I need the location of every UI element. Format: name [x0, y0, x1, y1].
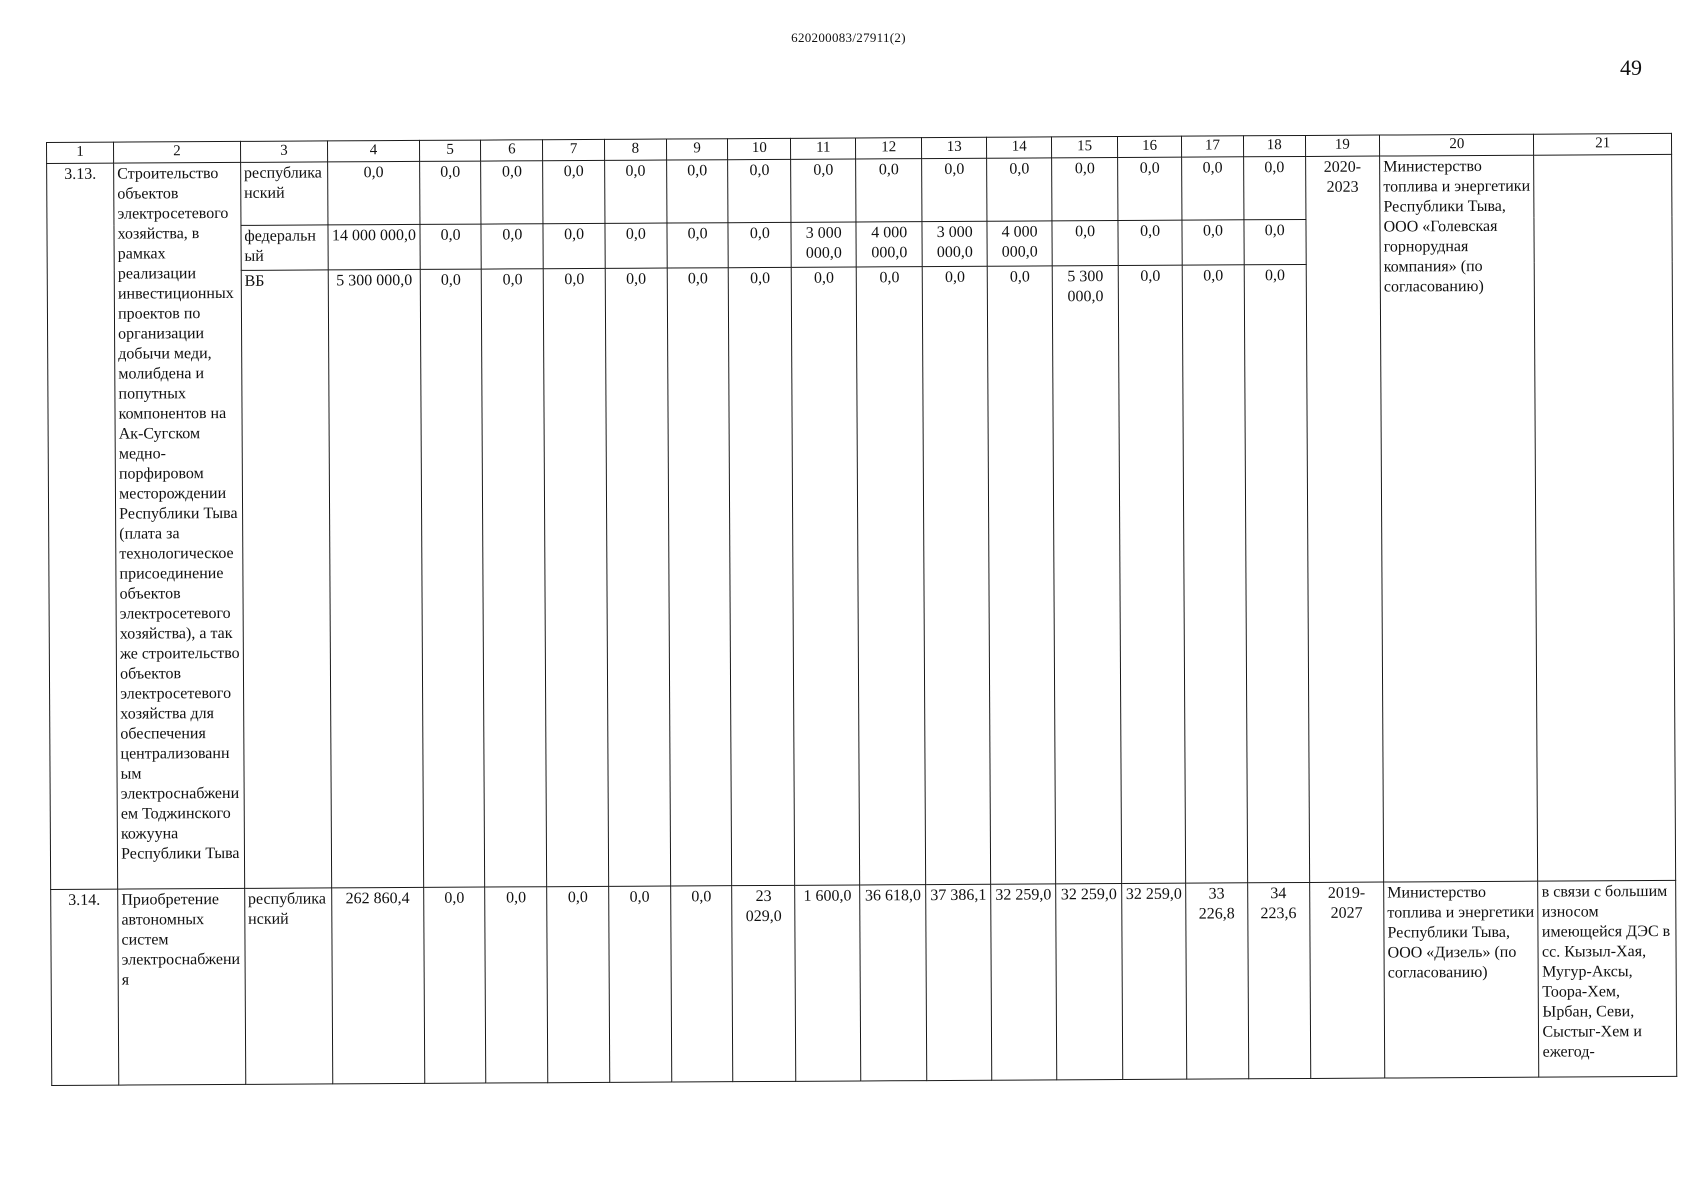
value-cell: 0,0 — [728, 222, 791, 267]
value-cell: 32 259,0 — [991, 884, 1057, 1081]
value-cell: 0,0 — [609, 886, 672, 1083]
value-cell: 0,0 — [481, 223, 543, 268]
table-row — [51, 880, 1677, 1085]
col-num: 12 — [856, 138, 922, 159]
value-cell: 0,0 — [791, 267, 859, 886]
col-num: 15 — [1052, 137, 1118, 158]
row-number: 3.14. — [51, 889, 119, 1086]
document-id: 620200083/27911(2) — [791, 30, 906, 45]
value-cell: 0,0 — [420, 224, 482, 269]
executor-cell: Министерство топлива и энергетики Республики Тыва, ООО «Голевская горнорудная компания» (по согласованию) — [1380, 155, 1538, 882]
value-cell: 0,0 — [485, 886, 548, 1083]
col-num: 8 — [604, 139, 666, 160]
funding-source: республиканский — [240, 162, 328, 225]
value-cell: 0,0 — [481, 160, 543, 223]
value-cell: 0,0 — [547, 886, 610, 1083]
value-cell: 0,0 — [420, 269, 485, 888]
value-cell: 262 860,4 — [332, 887, 425, 1084]
col-num: 11 — [791, 138, 856, 159]
value-cell: 14 000 000,0 — [328, 224, 420, 270]
value-cell: 0,0 — [987, 158, 1052, 221]
value-cell: 0,0 — [605, 160, 667, 223]
value-cell: 0,0 — [666, 159, 728, 222]
value-cell: 0,0 — [1118, 220, 1182, 265]
value-cell: 4 000 000,0 — [856, 221, 922, 266]
value-cell: 0,0 — [667, 267, 732, 886]
value-cell: 3 000 000,0 — [791, 221, 856, 266]
value-cell: 0,0 — [543, 160, 605, 223]
col-num: 21 — [1534, 133, 1672, 154]
value-cell: 36 618,0 — [860, 884, 927, 1081]
measure-name: Приобретение автономных систем электроснабжения — [118, 888, 246, 1085]
value-cell: 0,0 — [856, 158, 922, 221]
value-cell: 0,0 — [1052, 220, 1118, 265]
col-num: 3 — [240, 141, 327, 162]
funding-source: республиканский — [244, 888, 332, 1085]
value-cell: 0,0 — [1052, 157, 1118, 220]
value-cell: 23 029,0 — [732, 885, 796, 1082]
note-cell — [1534, 154, 1676, 881]
col-num: 19 — [1305, 135, 1380, 156]
value-cell: 0,0 — [791, 159, 856, 222]
col-num: 9 — [666, 139, 728, 160]
col-num: 14 — [987, 137, 1052, 158]
measure-name: Строительство объектов электросетевого хозяйства, в рамках реализации инвестиционных проектов по организации добычи меди, молибдена и попутных компонентов на Ак-Сугском медно-порфировом месторождении Республики Тыва (плата за технологическое присоединение объектов электросетевого хозяйства), а так же строительство объектов электросетевого хозяйства для обеспечения централизованным электроснабжением Тоджинского кожууна Республики Тыва — [114, 162, 245, 889]
funding-source: ВБ — [241, 269, 332, 888]
value-cell: 0,0 — [543, 268, 608, 887]
col-num: 1 — [47, 142, 114, 163]
period-cell: 2020-2023 — [1305, 156, 1384, 882]
value-cell: 0,0 — [328, 161, 420, 224]
value-cell: 1 600,0 — [795, 885, 861, 1082]
value-cell: 0,0 — [1118, 265, 1185, 884]
period-cell: 2019-2027 — [1309, 882, 1385, 1079]
value-cell: 32 259,0 — [1122, 883, 1187, 1080]
page-number: 49 — [1620, 55, 1642, 80]
row-number: 3.13. — [47, 163, 118, 889]
value-cell: 0,0 — [1243, 156, 1305, 219]
value-cell: 33 226,8 — [1186, 883, 1249, 1080]
value-cell: 0,0 — [1244, 219, 1306, 264]
value-cell: 0,0 — [605, 223, 667, 268]
value-cell: 0,0 — [605, 268, 670, 887]
value-cell: 0,0 — [667, 222, 729, 267]
value-cell: 0,0 — [1244, 264, 1309, 883]
col-num: 17 — [1182, 136, 1244, 157]
executor-cell: Министерство топлива и энергетики Республики Тыва, ООО «Дизель» (по согласованию) — [1384, 881, 1540, 1078]
funding-source: федеральный — [241, 224, 329, 270]
value-cell: 0,0 — [729, 267, 795, 886]
col-num: 16 — [1118, 136, 1182, 157]
value-cell: 32 259,0 — [1056, 883, 1123, 1080]
value-cell: 0,0 — [543, 223, 605, 268]
col-num: 18 — [1243, 135, 1305, 156]
value-cell: 0,0 — [1182, 219, 1244, 264]
value-cell: 34 223,6 — [1247, 882, 1310, 1079]
value-cell: 3 000 000,0 — [922, 221, 987, 266]
value-cell: 5 300 000,0 — [328, 269, 423, 888]
value-cell: 0,0 — [987, 265, 1055, 884]
budget-table — [46, 133, 1677, 1086]
value-cell: 0,0 — [1118, 157, 1182, 220]
col-num: 20 — [1380, 134, 1535, 156]
value-cell: 4 000 000,0 — [987, 220, 1052, 265]
value-cell: 37 386,1 — [926, 884, 992, 1081]
value-cell: 0,0 — [1182, 156, 1244, 219]
value-cell: 0,0 — [482, 268, 547, 887]
value-cell: 0,0 — [670, 885, 733, 1082]
value-cell: 0,0 — [419, 161, 481, 224]
col-num: 4 — [328, 140, 420, 161]
value-cell: 0,0 — [922, 266, 990, 885]
note-cell: в связи с большим износом имеющейся ДЭС в сс. Кызыл-Хая, Мугур-Аксы, Тоора-Хем, Ырбан, Севи, Сыстыг-Хем и ежегод- — [1538, 880, 1677, 1077]
col-num: 7 — [543, 139, 605, 160]
table-row — [47, 154, 1672, 226]
col-num: 5 — [419, 140, 481, 161]
value-cell: 5 300 000,0 — [1052, 265, 1121, 884]
value-cell: 0,0 — [922, 158, 987, 221]
value-cell: 0,0 — [728, 159, 791, 222]
value-cell: 0,0 — [1182, 264, 1247, 883]
value-cell: 0,0 — [423, 887, 486, 1084]
col-num: 2 — [114, 141, 241, 162]
value-cell: 0,0 — [856, 266, 925, 885]
col-num: 6 — [481, 140, 543, 161]
col-num: 13 — [922, 137, 987, 158]
col-num: 10 — [728, 138, 791, 159]
